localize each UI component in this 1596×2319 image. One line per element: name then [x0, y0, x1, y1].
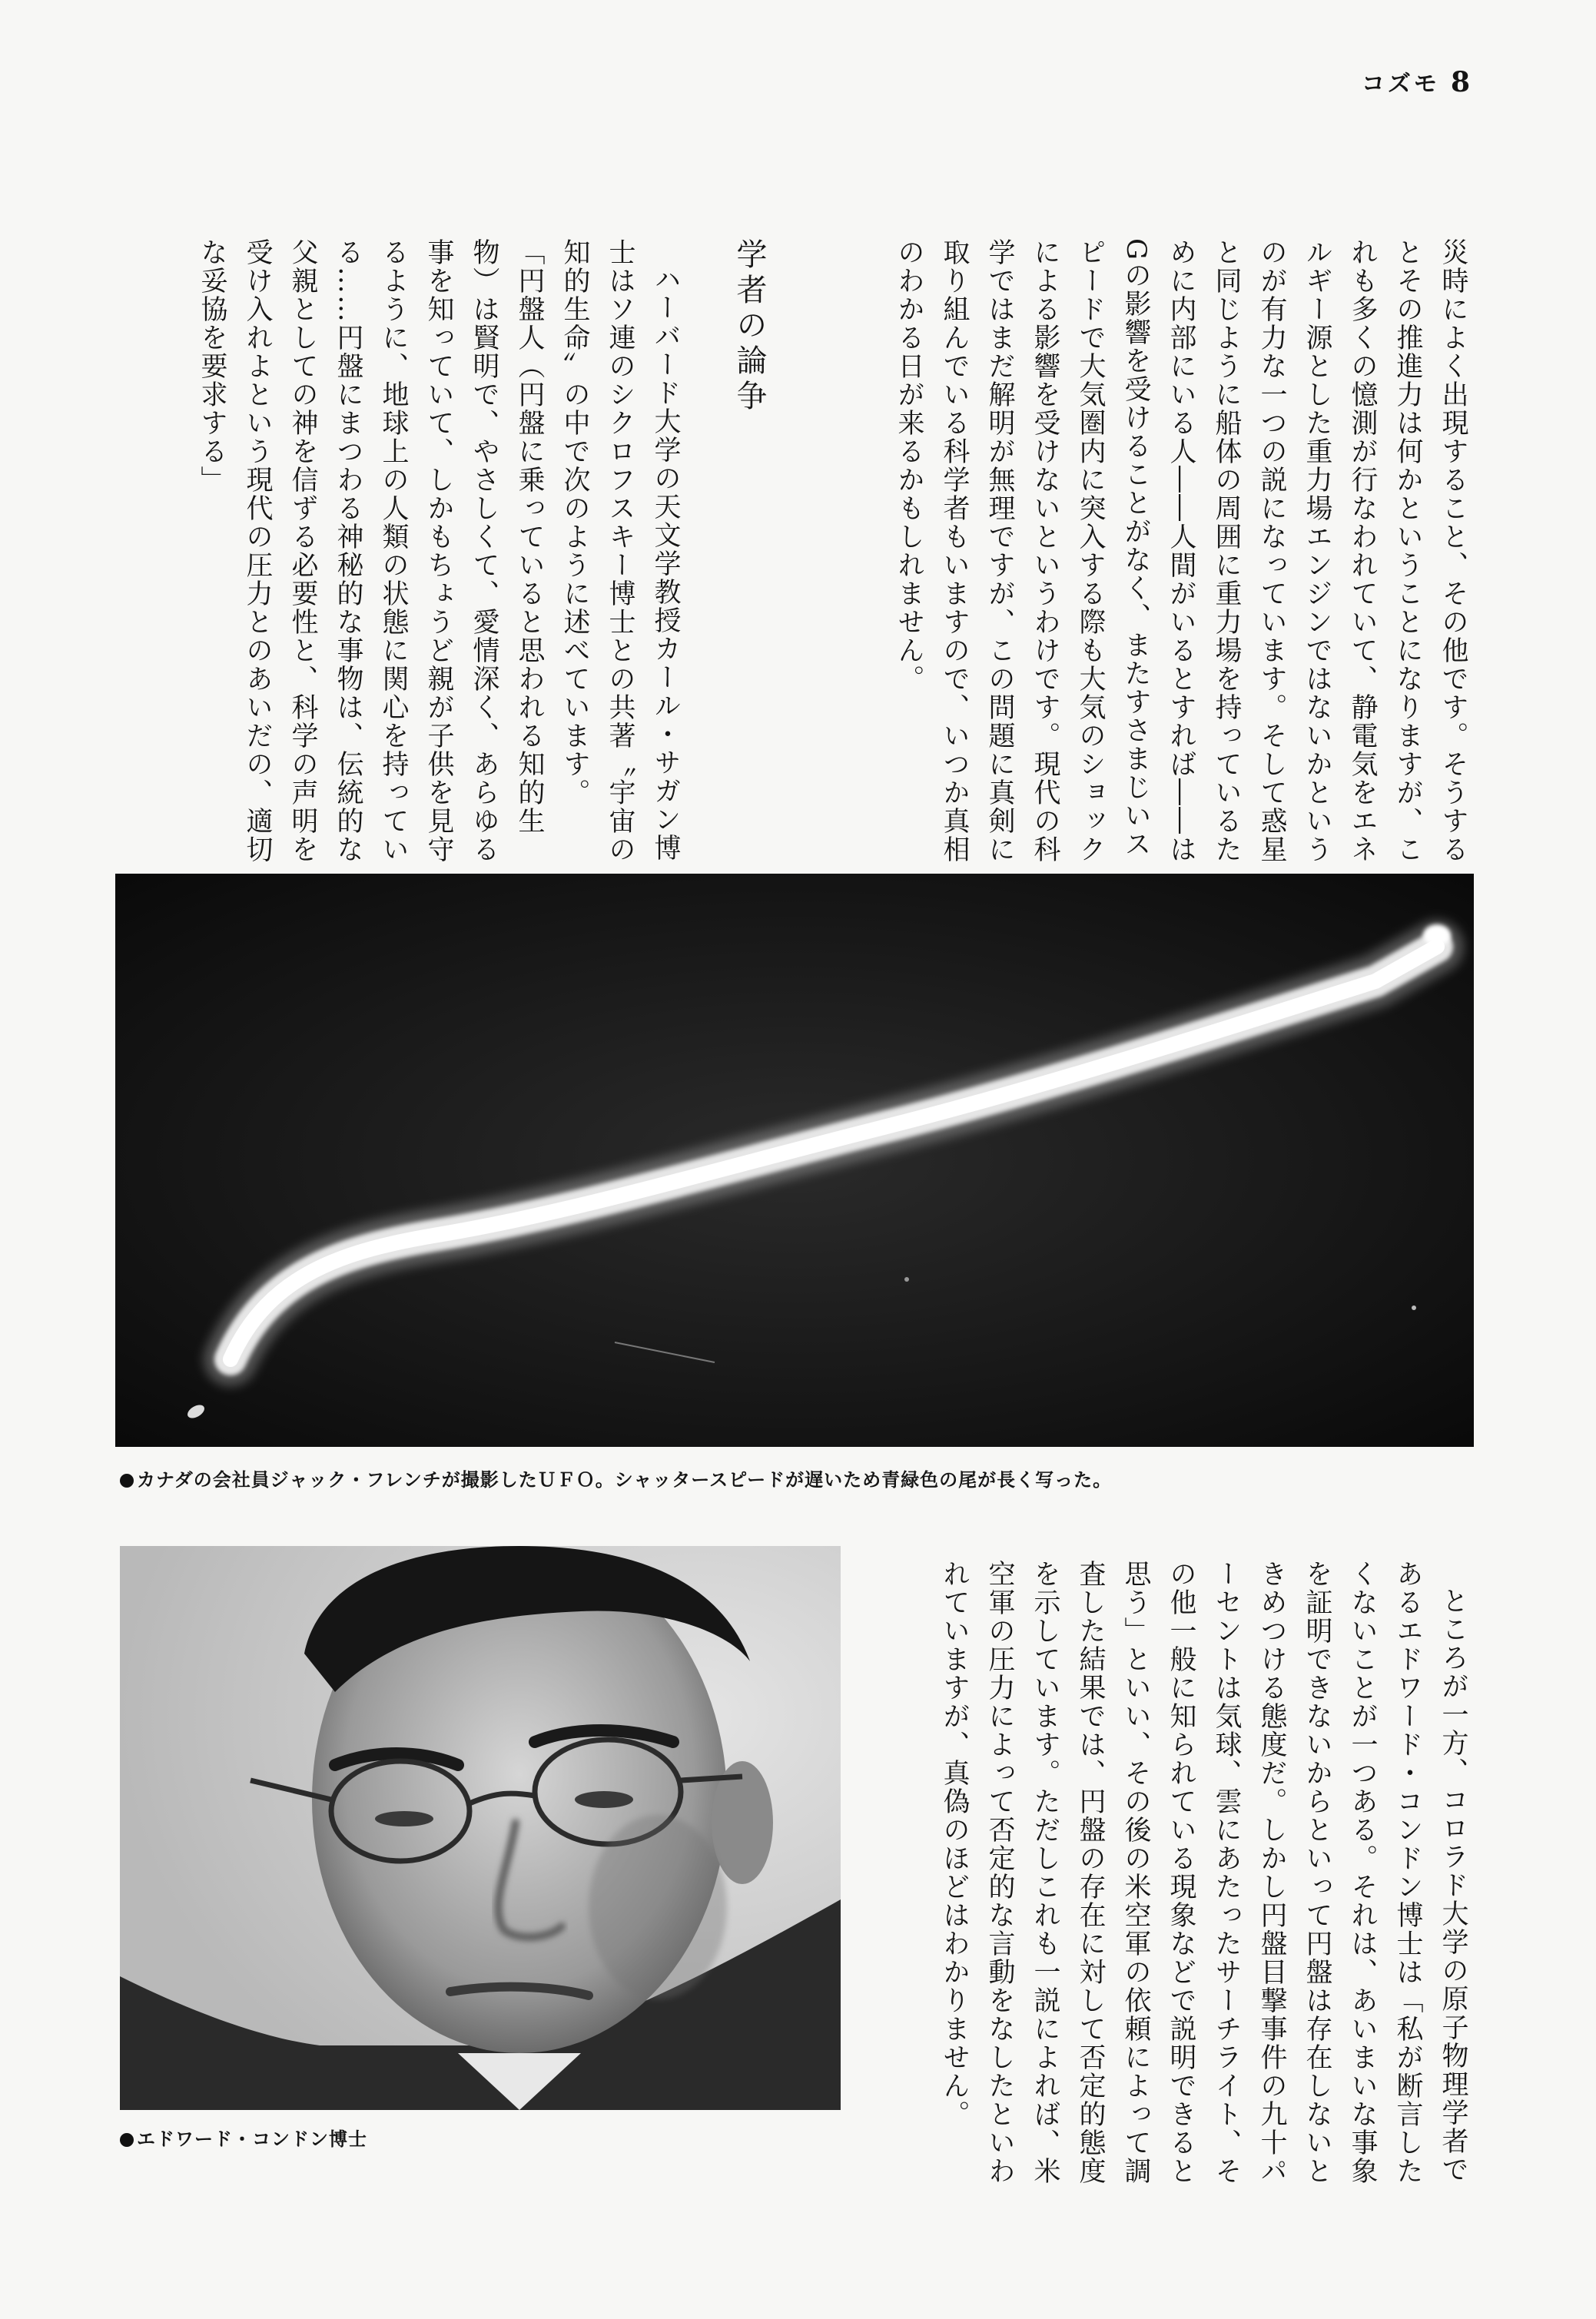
caption-text: エドワード・コンドン博士 — [137, 2128, 367, 2150]
ufo-photo — [115, 874, 1474, 1447]
ufo-streak-icon — [115, 874, 1474, 1447]
article-column-bottom-right — [853, 1560, 1475, 2190]
quote-paragraph: 「円盤人（円盤に乗っていると思われる知的生物）は賢明で、やさしくて、愛情深く、あらゆる事を知っていて、しかもちょうど親が子供を見守るように、地球上の人類の状態に関心を持っている……円盤にまつわる神秘的な事物は、伝統的な父親としての神を信ずる必要性と、科学の声明を受け入れよという現代の圧力とのあいだの、適切な妥協を要求する」 — [197, 238, 545, 864]
ufo-photo-caption — [120, 1465, 1112, 1491]
page-number: 8 — [1450, 66, 1473, 98]
bullet-icon — [120, 1474, 134, 1488]
portrait-icon — [120, 1546, 841, 2110]
article-column-top-left — [108, 238, 799, 868]
caption-text: カナダの会社員ジャック・フレンチが撮影したＵＦＯ。シャッタースピードが遅いため青緑色の尾が長く写った。 — [137, 1469, 1113, 1491]
magazine-title: コズモ — [1361, 71, 1440, 98]
section-heading: 学者の論争 — [732, 238, 767, 415]
portrait-photo-caption — [120, 2124, 367, 2151]
bullet-icon — [120, 2133, 134, 2147]
paragraph: 災時によく出現すること、その他です。そうするとその推進力は何かということになりますが、これも多くの憶測が行なわれていて、静電気をエネルギー源とした重力場エンジンではないかというのが有力な一つの説になっています。そして惑星と同じように船体の周囲に重力場を持っているために内部にいる人――人間がいるとすれば――はGの影響を受けることがなく、またすさまじいスピードで大気圏内に突入する際も大気のショックによる影響を受けないというわけです。現代の科学ではまだ解明が無理ですが、この問題に真剣に取り組んでいる科学者もいますので、いつか真相のわかる日が来るかもしれません。 — [894, 238, 1468, 864]
article-column-top-right — [822, 238, 1475, 868]
portrait-photo — [120, 1546, 841, 2110]
paragraph: ところが一方、コロラド大学の原子物理学者であるエドワード・コンドン博士は「私が断言したくないことが一つある。それは、あいまいな事象を証明できないからといって円盤は存在しないときめつける態度だ。しかし円盤目撃事件の九十パーセントは気球、雲にあたったサーチライト、その他一般に知られている現象などで説明できると思う」といい、その後の米空軍の依頼によって調査した結果では、円盤の存在に対して否定的態度を示しています。ただしこれも一説によれば、米空軍の圧力によって否定的な言動をなしたといわれていますが、真偽のほどはわかりません。 — [939, 1560, 1468, 2185]
paragraph: ハーバード大学の天文学教授カール・サガン博士はソ連のシクロフスキー博士との共著〝宇宙の知的生命〟の中で次のように述べています。 — [559, 238, 681, 864]
running-head — [1362, 65, 1473, 98]
